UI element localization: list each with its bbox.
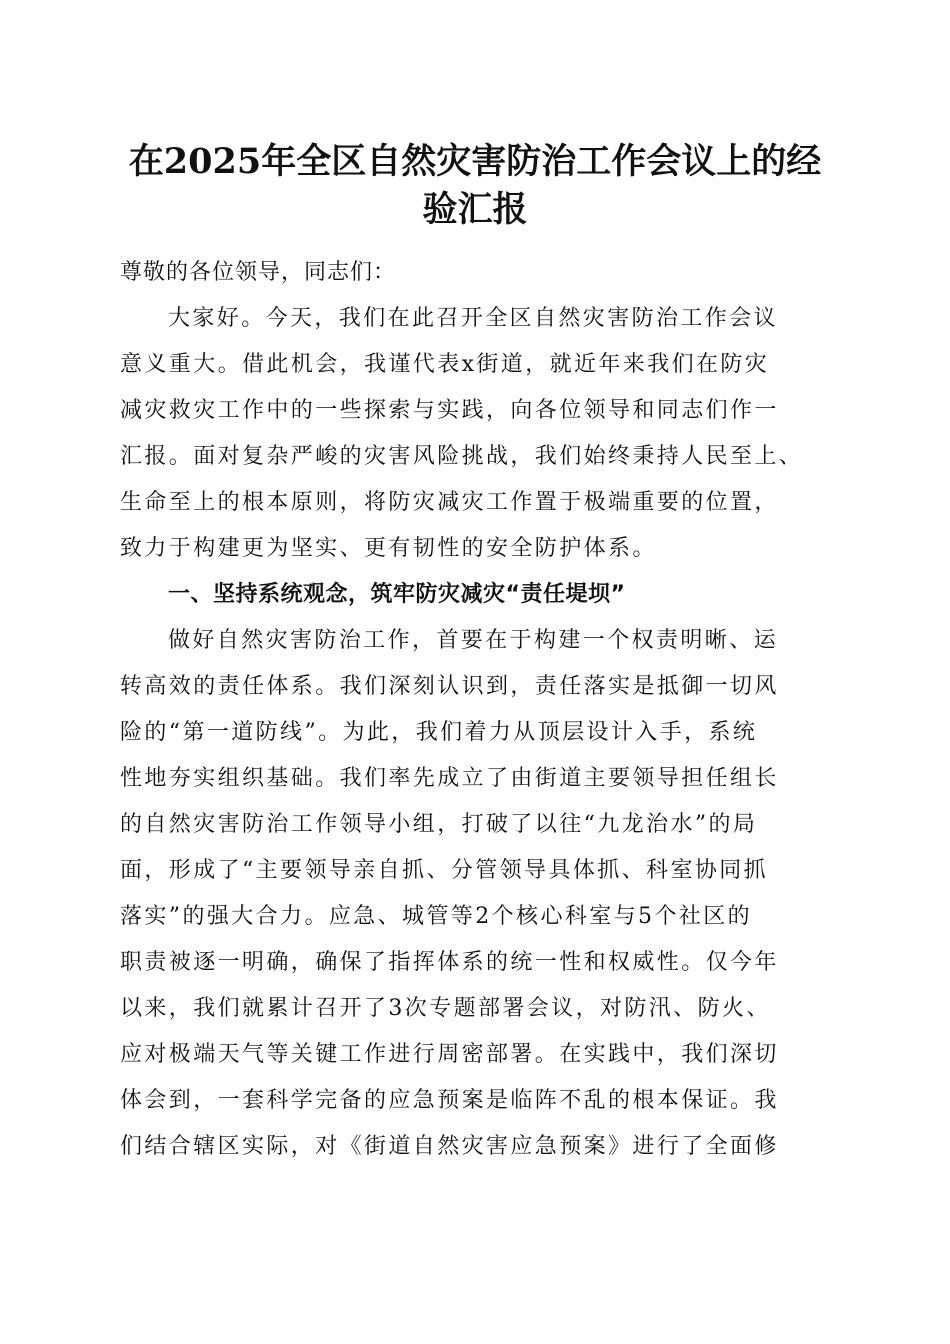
section-line: 以来，我们就累计召开了3次专题部署会议，对防汛、防火、 [120, 996, 771, 1021]
intro-line: 减灾救灾工作中的一些探索与实践，向各位领导和同志们作一 [120, 398, 779, 423]
intro-line: 大家好。今天，我们在此召开全区自然灾害防治工作会议 [168, 306, 779, 331]
section-line: 做好自然灾害防治工作，首要在于构建一个权责明晰、运 [168, 628, 779, 653]
title-line-2: 验汇报 [422, 189, 528, 230]
salutation: 尊敬的各位领导，同志们： [120, 260, 397, 285]
section-line: 落实”的强大合力。应急、城管等2个核心科室与5个社区的 [120, 904, 753, 929]
section-line: 们结合辖区实际，对《街道自然灾害应急预案》进行了全面修 [120, 1134, 779, 1159]
section-line: 的自然灾害防治工作领导小组，打破了以往“九龙治水”的局 [120, 812, 758, 837]
document-title [110, 138, 840, 234]
section-line: 职责被逐一明确，确保了指挥体系的统一性和权威性。仅今年 [120, 950, 779, 975]
title-line-1: 在2025年全区自然灾害防治工作会议上的经 [128, 141, 822, 182]
intro-line: 汇报。面对复杂严峻的灾害风险挑战，我们始终秉持人民至上、 [120, 444, 804, 469]
section-line: 应对极端天气等关键工作进行周密部署。在实践中，我们深切 [120, 1042, 779, 1067]
intro-line: 意义重大。借此机会，我谨代表x街道，就近年来我们在防灾 [120, 352, 770, 377]
section-line: 性地夯实组织基础。我们率先成立了由街道主要领导担任组长 [120, 766, 779, 791]
section-heading: 一、坚持系统观念，筑牢防灾减灾“责任堤坝” [168, 582, 626, 607]
intro-line: 生命至上的根本原则，将防灾减灾工作置于极端重要的位置， [120, 490, 779, 515]
section-line: 体会到，一套科学完备的应急预案是临阵不乱的根本保证。我 [120, 1088, 779, 1113]
section-line: 转高效的责任体系。我们深刻认识到，责任落实是抵御一切风 [120, 674, 779, 699]
document-body [120, 250, 835, 1170]
intro-line: 致力于构建更为坚实、更有韧性的安全防护体系。 [120, 536, 657, 561]
section-line: 险的“第一道防线”。为此，我们着力从顶层设计入手，系统 [120, 720, 758, 745]
section-line: 面，形成了“主要领导亲自抓、分管领导具体抓、科室协同抓 [120, 858, 769, 883]
